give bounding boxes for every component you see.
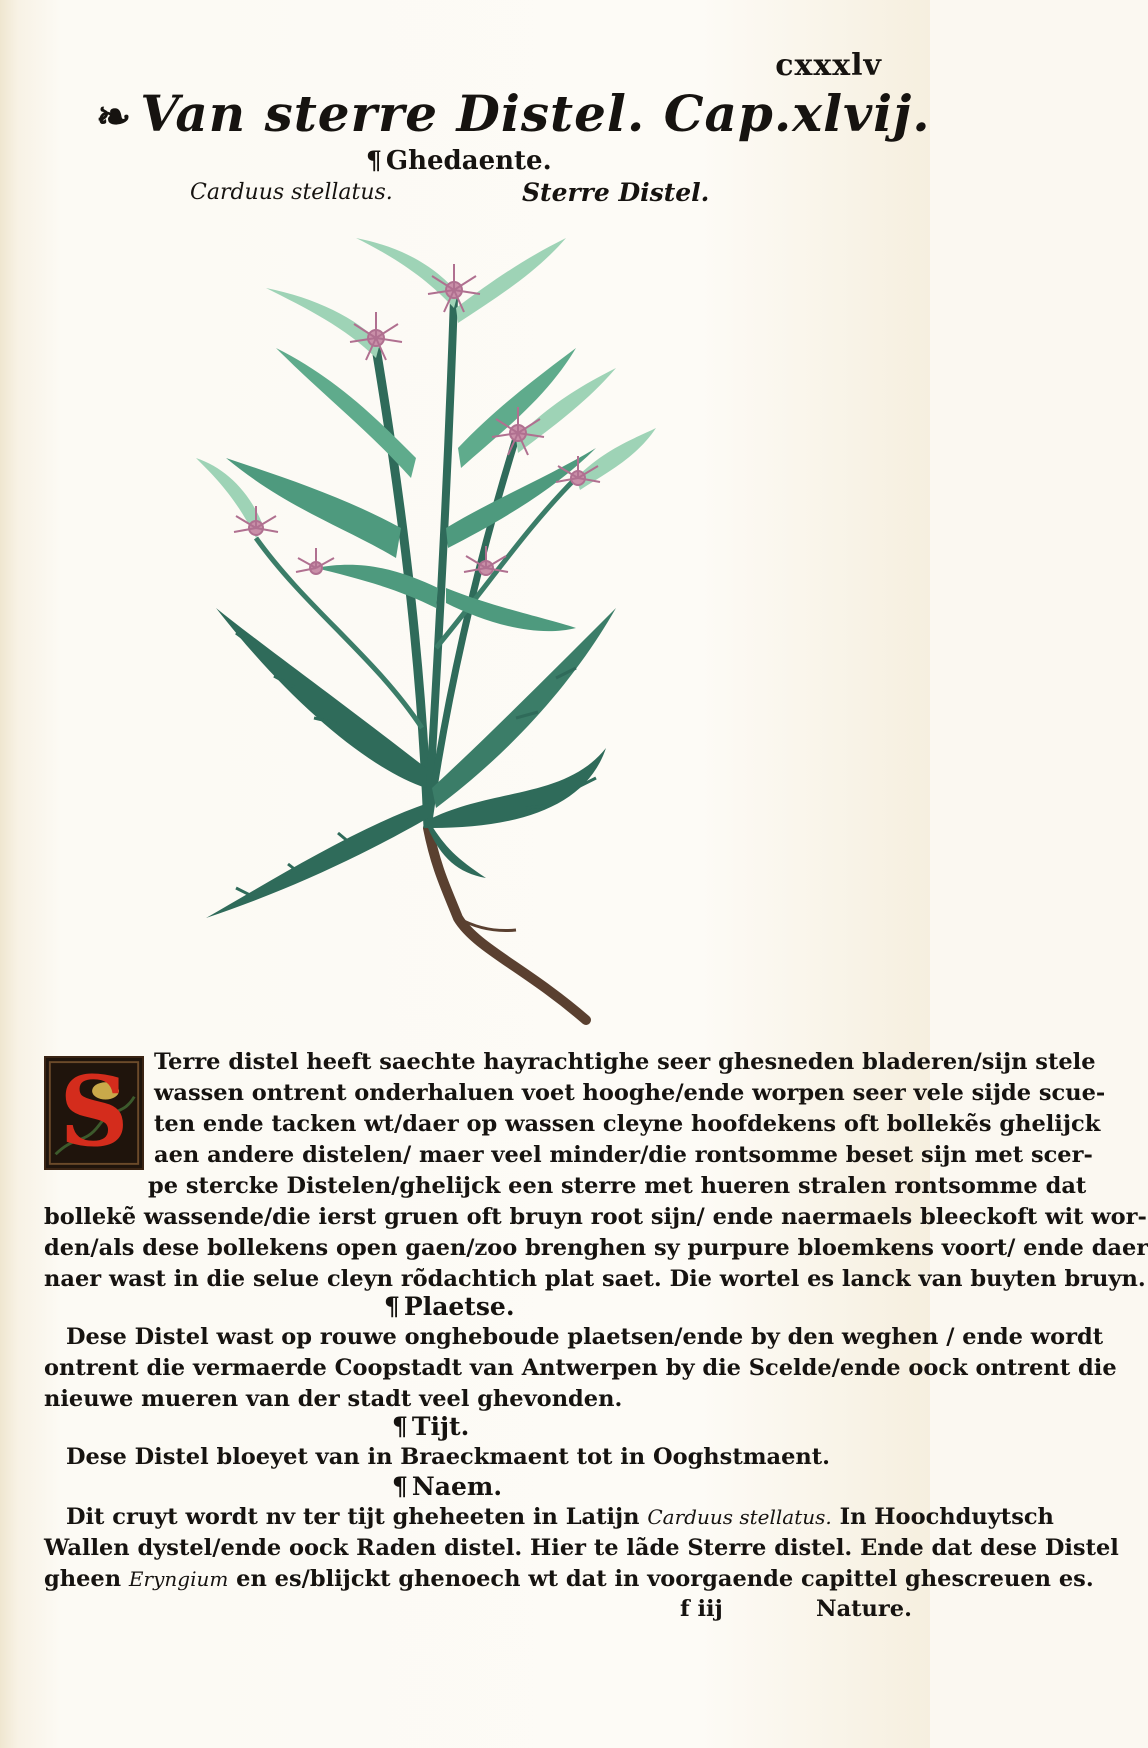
fleuron-ornament: ❧ xyxy=(96,92,133,141)
sub-heading xyxy=(366,146,552,176)
para1-line-8: naer wast in die selue cleyn rõdachtich plat saet. Die wortel es lanck van buyten bruyn. xyxy=(44,1266,1146,1292)
caption-dutch: Sterre Distel. xyxy=(522,178,710,207)
para4-line-1-a: Dit cruyt wordt nv ter tijt gheheeten in Latijn xyxy=(66,1504,648,1530)
para1-line-6: bollekẽ wassende/die ierst gruen oft bruyn root sijn/ ende naermaels bleeckoft wit wor- xyxy=(44,1204,1147,1230)
pilcrow-mark: ¶ xyxy=(392,1412,408,1441)
pilcrow-mark: ¶ xyxy=(384,1292,400,1321)
decorated-initial xyxy=(44,1056,144,1170)
para4-line-3 xyxy=(44,1564,1094,1595)
para4-line-3-b: en es/blijckt ghenoech wt dat in voorgaende capittel ghescreuen es. xyxy=(228,1566,1094,1592)
catchword: Nature. xyxy=(816,1596,912,1622)
pilcrow-mark: ¶ xyxy=(366,146,382,175)
heading-plaetse xyxy=(384,1292,515,1321)
para1-line-1: Terre distel heeft saechte hayrachtighe seer ghesneden bladeren/sijn stele xyxy=(154,1049,1096,1075)
folio-number: cxxxlv xyxy=(775,48,882,83)
signature-mark: f iij xyxy=(680,1596,723,1622)
latin-eryngium: Eryngium xyxy=(128,1567,229,1591)
plant-illustration xyxy=(196,228,666,1028)
para2-line-1: Dese Distel wast op rouwe ongheboude plaetsen/ende by den weghen / ende wordt xyxy=(66,1324,1104,1350)
thistle-drawing xyxy=(196,228,666,1028)
para2-line-3: nieuwe mueren van der stadt veel ghevonden. xyxy=(44,1386,623,1412)
pilcrow-mark: ¶ xyxy=(392,1472,408,1501)
heading-tijt xyxy=(392,1412,469,1441)
heading-tijt-text: Tijt. xyxy=(411,1412,470,1441)
para1-line-7: den/als dese bollekens open gaen/zoo brenghen sy purpure bloemkens voort/ ende daer xyxy=(44,1235,1148,1261)
para2-line-2: ontrent die vermaerde Coopstadt van Antwerpen by die Scelde/ende oock ontrent die xyxy=(44,1355,1117,1381)
sub-heading-text: Ghedaente. xyxy=(385,146,552,176)
para4-line-3-a: gheen xyxy=(44,1566,129,1592)
para4-line-1-b: In Hoochduytsch xyxy=(831,1504,1054,1530)
para3-line-1: Dese Distel bloeyet van in Braeckmaent tot in Ooghstmaent. xyxy=(66,1444,831,1470)
para4-line-2: Wallen dystel/ende oock Raden distel. Hier te lãde Sterre distel. Ende dat dese Distel xyxy=(44,1535,1119,1561)
heading-naem-text: Naem. xyxy=(411,1472,503,1501)
para1-line-5: pe stercke Distelen/ghelijck een sterre met hueren stralen rontsomme dat xyxy=(148,1173,1087,1199)
heading-naem xyxy=(392,1472,502,1501)
caption-latin: Carduus stellatus. xyxy=(190,180,393,205)
para4-line-1 xyxy=(66,1502,1054,1533)
heading-plaetse-text: Plaetse. xyxy=(403,1292,515,1321)
para1-line-2: wassen ontrent onderhaluen voet hooghe/ende worpen seer vele sijde scue- xyxy=(154,1080,1106,1106)
chapter-title xyxy=(96,84,931,143)
initial-letter: S xyxy=(59,1055,129,1168)
para1-line-3: ten ende tacken wt/daer op wassen cleyne hoofdekens oft bollekẽs ghelijck xyxy=(154,1111,1101,1137)
chapter-title-text: Van sterre Distel. Cap.xlvij. xyxy=(140,84,931,143)
latin-name: Carduus stellatus. xyxy=(647,1505,832,1529)
para1-line-4: aen andere distelen/ maer veel minder/die rontsomme beset sijn met scer- xyxy=(154,1142,1093,1168)
